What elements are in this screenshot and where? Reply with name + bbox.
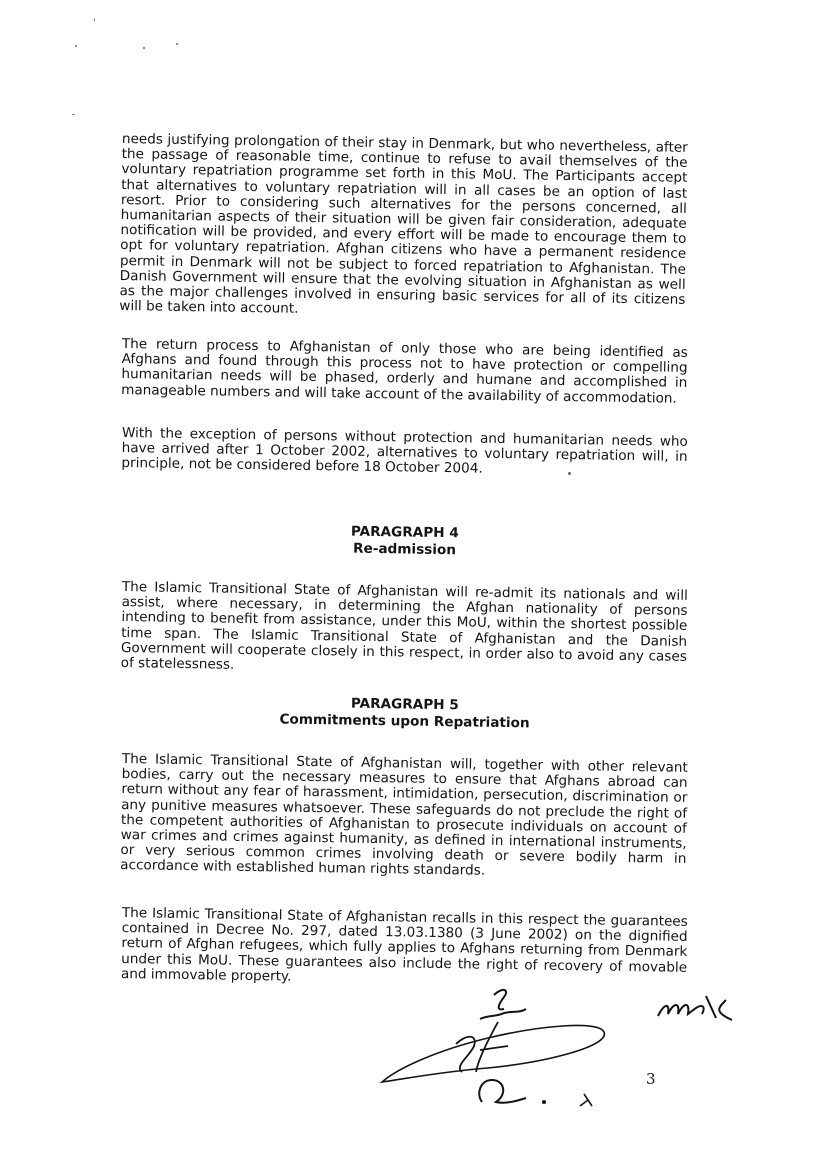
scan-speck (94, 18, 95, 21)
section-number: PARAGRAPH 5 (350, 695, 459, 714)
scan-speck (72, 114, 75, 115)
page-number: 3 (646, 1070, 656, 1088)
section-number: PARAGRAPH 4 (350, 523, 459, 542)
paragraph-intro-continuation: needs justifying prolongation of their stay in Denmark, but who nevertheless, after the passage of reasonable time, continue to refuse to avail themselves of the voluntary repatriation programme set forth in this MoU. The Participants accept that alternatives to voluntary repatriation will in all cases be an option of last resort. Prior to considering such alternatives for the persons concerned, all humanitarian aspects of their situation will be given fair consideration, adequate notification will be provided, and every effort will be made to encourage them to opt for voluntary repatriation. Afghan citizens who have a permanent residence permit in Denmark will not be subject to forced repatriation to Afghanistan. The Danish Government will ensure that the evolving situation in Afghanistan as well as the major challenges involved in ensuring basic services for all of its citizens will be taken into account. (119, 130, 688, 317)
paragraph-readmission: The Islamic Transitional State of Afghanistan will re-admit its nationals and will assist, where necessary, in determining the Afghan nationality of persons intending to benefit from assistance, under this MoU, within the shortest possible time span. The Islamic Transitional State of Afghanistan and the Danish Government will cooperate closely in this respect, in order also to avoid any cases of statelessness. (120, 578, 688, 673)
signature-mark-right-icon (652, 990, 742, 1030)
section-heading-paragraph-4 (121, 520, 687, 563)
section-heading-paragraph-5 (121, 692, 687, 735)
paragraph-decree: The Islamic Transitional State of Afghanistan recalls in this respect the guarantees contained in Decree No. 297, dated 13.03.1380 (3 June 2002) on the dignified return of Afghan refugees, which fully applies to Afghans returning from Denmark under this MoU. These guarantees also include the right of recovery of movable and immovable property. (120, 904, 688, 985)
scan-speck (176, 43, 178, 45)
scan-speck (75, 45, 77, 47)
paragraph-exception: With the exception of persons without protection and humanitarian needs who have arrived after 1 October 2002, alternatives to voluntary repatriation will, in principle, not be considered before 18 October 2004. (121, 424, 688, 477)
signature-bottom-icon (474, 1072, 604, 1112)
scan-speck (143, 47, 145, 49)
paragraph-commitments: The Islamic Transitional State of Afghanistan will, together with other relevant bodies, carry out the necessary measures to ensure that Afghans abroad can return without any fear of harassment, intimidation, persecution, discrimination or any punitive measures whatsoever. These safeguards do not preclude the right of the competent authorities of Afghanistan to prosecute individuals on account of war crimes and crimes against humanity, as defined in international instruments, or very serious common crimes involving death or severe bodily harm in accordance with established human rights standards. (120, 750, 688, 879)
paragraph-return-process: The return process to Afghanistan of only those who are being identified as Afghans and found through this process not to have protection or compelling humanitarian needs will be phased, orderly and humane and accomplished in manageable numbers and will take account of the availability of accommodation. (121, 335, 688, 406)
section-title: Commitments upon Repatriation (279, 711, 530, 732)
section-title: Re-admission (352, 540, 457, 559)
